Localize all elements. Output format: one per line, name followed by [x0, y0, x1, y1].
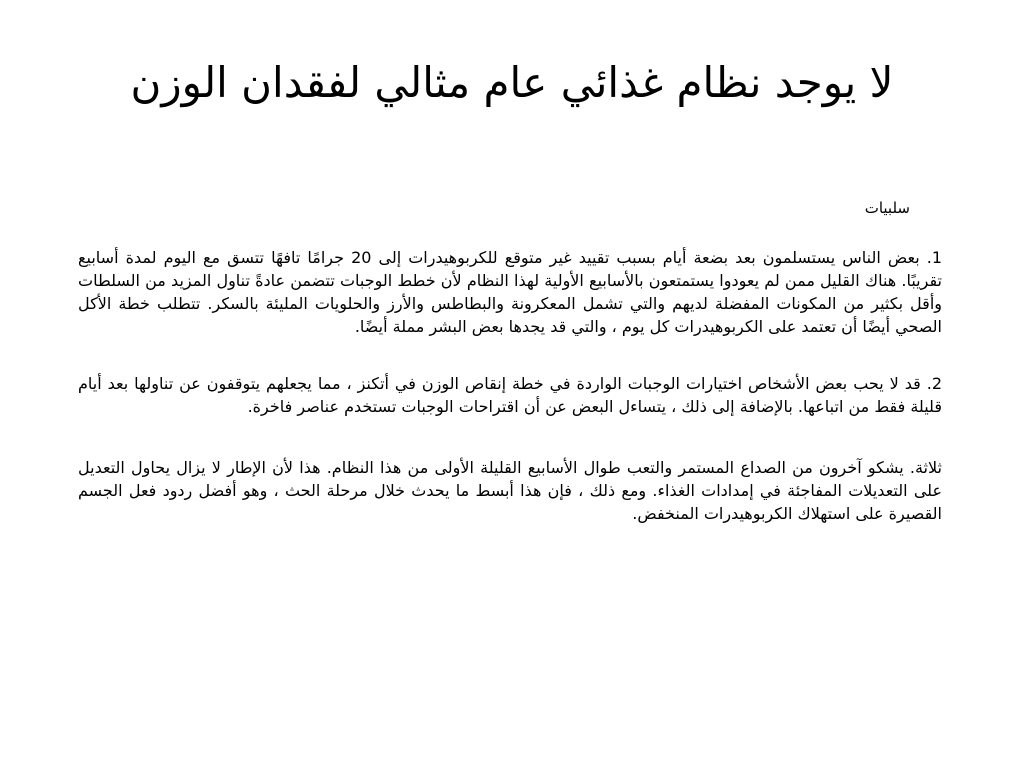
paragraph-2: 2. قد لا يحب بعض الأشخاص اختيارات الوجبات الواردة في خطة إنقاص الوزن في أتكنز ، مما يجعلهم يتوقفون عن تناولها بعد أيام قليلة فقط من اتباعها. بالإضافة إلى ذلك ، يتساءل البعض عن أن اقتراحات الوجبات تستخدم عناصر فاخرة. [78, 373, 942, 416]
slide-title: لا يوجد نظام غذائي عام مثالي لفقدان الوزن [130, 58, 894, 107]
paragraph-1: 1. بعض الناس يستسلمون بعد بضعة أيام بسبب تقييد غير متوقع للكربوهيدرات إلى 20 جرامًا تافهًا تتسق مع اليوم لمدة أسابيع تقريبًا. هناك القليل ممن لم يعودوا يستمتعون بالأسابيع الأولية لهذا النظام لأن خطط الوجبات تتضمن عادةً تناول المزيد من السلطات وأقل بكثير من المكونات المفضلة لديهم والتي تشمل المعكرونة والبطاطس والأرز والحلويات المليئة بالسكر. تتطلب خطة الأكل الصحي أيضًا أن تعتمد على الكربوهيدرات كل يوم ، والتي قد يجدها بعض البشر مملة أيضًا. [78, 247, 943, 337]
slide-content [78, 198, 942, 557]
paragraph-3: ثلاثة. يشكو آخرون من الصداع المستمر والتعب طوال الأسابيع القليلة الأولى من هذا النظام. هذا لأن الإطار لا يزال يحاول التعديل على التعديلات المفاجئة في إمدادات الغذاء. ومع ذلك ، فإن هذا أبسط ما يحدث خلال مرحلة الحث ، وهو أفضل ردود فعل الجسم القصيرة على استهلاك الكربوهيدرات المنخفض. [78, 457, 942, 524]
section-heading: سلبيات [864, 199, 910, 217]
